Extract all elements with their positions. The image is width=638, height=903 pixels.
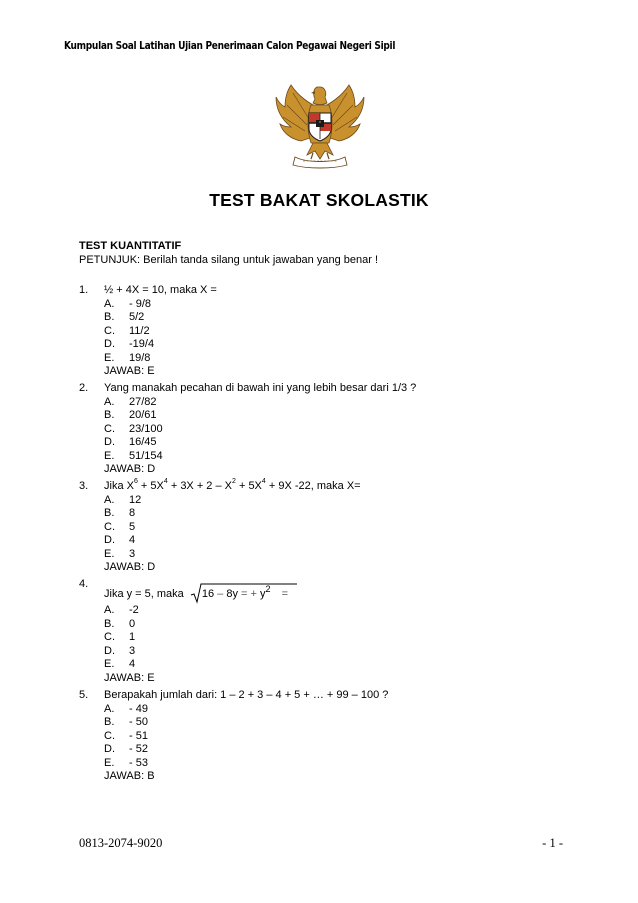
option-a[interactable]: A. - 9/8 bbox=[104, 297, 152, 310]
option-a[interactable]: A. - 49 bbox=[104, 702, 148, 715]
garuda-emblem-icon bbox=[273, 79, 367, 171]
square-root-expression: 16 – 8y = + $y^2$ bbox=[191, 588, 271, 600]
answer-text: JAWAB: D bbox=[104, 463, 156, 475]
running-header: Kumpulan Soal Latihan Ujian Penerimaan Calon Pegawai Negeri Sipil bbox=[64, 40, 396, 52]
question-text: Jika y = 5, maka 16 – 8y = + $y^2$ = bbox=[104, 588, 288, 600]
option-a[interactable]: A. 27/82 bbox=[104, 395, 157, 408]
option-c[interactable]: C. 11/2 bbox=[104, 324, 150, 337]
answer-text: JAWAB: B bbox=[104, 770, 155, 782]
question-text: Yang manakah pecahan di bawah ini yang lebih besar dari 1/3 ? bbox=[104, 382, 417, 394]
option-b[interactable]: B. 5/2 bbox=[104, 311, 145, 323]
option-e[interactable]: E. 4 bbox=[104, 658, 136, 670]
option-c[interactable]: C. - 51 bbox=[104, 729, 148, 742]
section-title: TEST KUANTITATIF bbox=[79, 240, 182, 252]
option-c[interactable]: C. 1 bbox=[104, 631, 136, 643]
option-e[interactable]: E. 3 bbox=[104, 547, 136, 560]
footer-phone: 0813-2074-9020 bbox=[79, 836, 163, 850]
answer-text: JAWAB: E bbox=[104, 365, 155, 377]
option-b[interactable]: B. 8 bbox=[104, 507, 136, 519]
option-c[interactable]: C. 5 bbox=[104, 520, 136, 533]
option-e[interactable]: E. 51/154 bbox=[104, 449, 163, 462]
option-d[interactable]: D. - 52 bbox=[104, 743, 148, 755]
option-d[interactable]: D. 3 bbox=[104, 644, 136, 657]
page-number: - 1 - bbox=[542, 836, 563, 850]
instruction-text: PETUNJUK: Berilah tanda silang untuk jawaban yang benar ! bbox=[79, 254, 379, 266]
document-title: TEST BAKAT SKOLASTIK bbox=[209, 190, 429, 210]
option-b[interactable]: B. 0 bbox=[104, 617, 136, 630]
question-text: Berapakah jumlah dari: 1 – 2 + 3 – 4 + 5 + … + 99 – 100 ? bbox=[104, 689, 389, 701]
option-b[interactable]: B. 20/61 bbox=[104, 409, 157, 421]
option-d[interactable]: D. 4 bbox=[104, 534, 136, 546]
question-number: 3. bbox=[79, 480, 89, 492]
option-d[interactable]: D. 16/45 bbox=[104, 436, 157, 448]
answer-text: JAWAB: D bbox=[104, 561, 156, 573]
answer-text: JAWAB: E bbox=[104, 671, 155, 684]
question-number: 4. bbox=[79, 578, 89, 590]
option-e[interactable]: E. - 53 bbox=[104, 756, 148, 769]
radical-sign-icon bbox=[190, 583, 298, 605]
question-number: 2. bbox=[79, 382, 89, 394]
question-number: 1. bbox=[79, 284, 89, 296]
question-text: ½ + 4X = 10, maka X = bbox=[104, 284, 217, 296]
question-text: Jika $X^6 + 5X^4 + 3X + 2 - X^2 + 5X^4 + 9X$ -22, maka X= bbox=[104, 478, 361, 492]
option-a[interactable]: A. -2 bbox=[104, 604, 139, 616]
option-b[interactable]: B. - 50 bbox=[104, 716, 148, 728]
option-c[interactable]: C. 23/100 bbox=[104, 422, 163, 435]
option-d[interactable]: D. -19/4 bbox=[104, 338, 155, 350]
option-a[interactable]: A. 12 bbox=[104, 493, 142, 506]
option-e[interactable]: E. 19/8 bbox=[104, 351, 151, 364]
question-number: 5. bbox=[79, 689, 89, 701]
